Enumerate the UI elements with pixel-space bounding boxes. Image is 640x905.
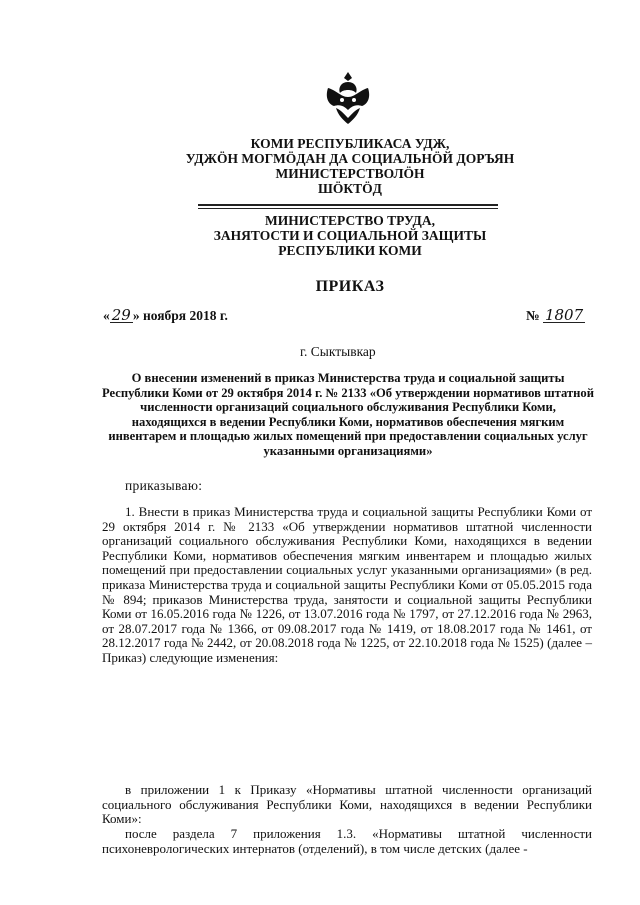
header-divider [198,204,498,206]
body-paragraph: 1. Внести в приказ Министерства труда и социальной защиты Республики Коми от 29 октября 2014 г. № 2133 «Об утверждении нормативов штатной численности организаций социального обслуживания Республики Коми, находящихся в ведении Республики Коми, нормативов обеспечения мягким инвентарем и площадью жилых помещений при предоставлении социальных услуг указанными организациями» (в ред. приказа Министерства труда и социальной защиты Республики Коми от 05.05.2015 года № 894; приказов Министерства труда, занятости и социальной защиты Республики Коми от 16.05.2016 года № 1226, от 13.07.2016 года № 1797, от 27.12.2016 года № 2963, от 28.07.2017 года № 1366, от 09.08.2017 года № 1419, от 18.08.2017 года № 1461, от 28.12.2017 года № 2442, от 20.08.2018 года № 1225, от 22.10.2018 года № 1525) (далее – Приказ) следующие изменения: [102,504,592,665]
header-russian-block [120,213,580,258]
document-date [103,308,228,324]
header-komi-line: МИНИСТЕРСТВОЛӦН [275,166,425,181]
document-title: ПРИКАЗ [315,278,385,295]
header-russian-line: РЕСПУБЛИКИ КОМИ [278,243,422,258]
date-day-handwritten: 29 [111,306,131,324]
emblem-icon [322,70,374,126]
header-komi-line: УДЖӦН МОГМӦДАН ДА СОЦИАЛЬНӦЙ ДОРЪЯН [185,151,515,166]
header-russian-line: МИНИСТЕРСТВО ТРУДА, [265,213,435,228]
date-quote-open: « [103,308,110,323]
document-city: г. Сыктывкар [300,344,376,359]
body-paragraph: после раздела 7 приложения 1.3. «Нормативы штатной численности психоневрологических интернатов (отделений), в том числе детских (далее - [102,826,592,856]
header-russian-line: ЗАНЯТОСТИ И СОЦИАЛЬНОЙ ЗАЩИТЫ [213,228,487,243]
header-komi-line: ШӦКТӦД [318,181,382,196]
date-rest: » ноября 2018 г. [132,308,228,323]
header-komi-line: КОМИ РЕСПУБЛИКАСА УДЖ, [250,136,450,151]
number-handwritten: 1807 [544,306,584,324]
body-paragraph: в приложении 1 к Приказу «Нормативы штатной численности организаций социального обслуживания Республики Коми, находящихся в ведении Республики Коми»: [102,782,592,827]
document-subject: О внесении изменений в приказ Министерства труда и социальной защиты Республики Коми от 29 октября 2014 г. № 2133 «Об утверждении нормативов штатной численности организаций социального обслуживания Республики Коми, находящихся в ведении Республики Коми, нормативов обеспечения мягким инвентарем и площадью жилых помещений при предоставлении социальных услуг указанными организациями» [102,371,594,458]
document-number [526,308,585,324]
header-komi-block [120,136,580,196]
order-word: приказываю: [125,478,203,493]
header-divider [198,208,498,209]
number-label: № [526,308,540,323]
